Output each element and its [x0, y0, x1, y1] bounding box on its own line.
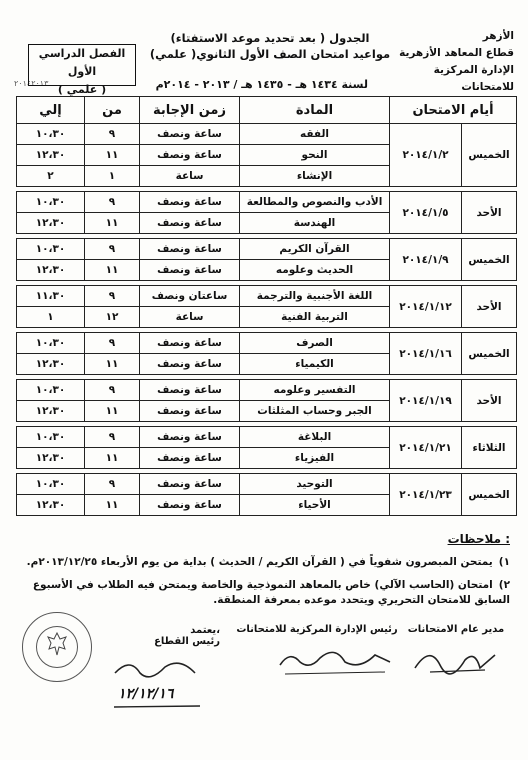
to-cell: ١٢،٣٠ — [17, 145, 85, 166]
note-number: ٢) — [498, 579, 510, 591]
official-seal — [22, 612, 92, 682]
from-cell: ١١ — [85, 354, 140, 375]
institution-header — [394, 28, 514, 96]
general-manager-title: مدير عام الامتحانات — [407, 624, 505, 635]
sector-head-title: رئيس القطاع — [154, 636, 220, 647]
handwritten-date: ١٢/١٢/١٦ — [118, 686, 174, 702]
subject-cell: الحديث وعلومه — [240, 260, 390, 281]
subject-cell: الهندسة — [240, 213, 390, 234]
subject-cell: الأحياء — [240, 495, 390, 516]
title-line-1: الجدول ( بعد تحديد موعد الاستفتاء) — [170, 31, 370, 45]
from-cell: ١١ — [85, 495, 140, 516]
from-cell: ١١ — [85, 448, 140, 469]
duration-cell: ساعة ونصف — [140, 427, 240, 448]
duration-cell: ساعة ونصف — [140, 145, 240, 166]
duration-cell: ساعة ونصف — [140, 354, 240, 375]
general-manager-signature — [406, 624, 506, 635]
exam-date: ٢٠١٤/١/١٢ — [390, 286, 462, 328]
exam-date: ٢٠١٤/١/٩ — [390, 239, 462, 281]
from-cell: ١١ — [85, 401, 140, 422]
duration-cell: ساعة ونصف — [140, 239, 240, 260]
from-cell: ١٢ — [85, 307, 140, 328]
from-cell: ٩ — [85, 427, 140, 448]
from-cell: ١١ — [85, 260, 140, 281]
document-title — [140, 30, 400, 62]
exam-schedule-table — [16, 96, 517, 516]
table-row — [17, 333, 517, 354]
duration-cell: ساعة ونصف — [140, 192, 240, 213]
to-cell: ١٢،٣٠ — [17, 401, 85, 422]
table-row — [17, 124, 517, 145]
sector-head-signature — [110, 625, 220, 647]
to-cell: ١٢،٣٠ — [17, 448, 85, 469]
exam-day: الخميس — [462, 124, 517, 187]
exam-day: الثلاثاء — [462, 427, 517, 469]
from-cell: ١ — [85, 166, 140, 187]
to-cell: ١٢،٣٠ — [17, 495, 85, 516]
table-row — [17, 380, 517, 401]
table-row — [17, 192, 517, 213]
institution-line-1: الأزهر — [482, 30, 514, 42]
exam-day: الأحد — [462, 286, 517, 328]
subject-cell: القرآن الكريم — [240, 239, 390, 260]
to-cell: ١٠،٣٠ — [17, 474, 85, 495]
duration-cell: ساعة ونصف — [140, 448, 240, 469]
to-cell: ١٢،٣٠ — [17, 354, 85, 375]
duration-cell: ساعة ونصف — [140, 401, 240, 422]
subject-cell: النحو — [240, 145, 390, 166]
duration-cell: ساعة ونصف — [140, 333, 240, 354]
from-cell: ٩ — [85, 286, 140, 307]
title-line-2: مواعيد امتحان الصف الأول الثانوي( علمي) — [149, 47, 391, 61]
institution-line-3: الإدارة المركزية للامتحانات — [433, 64, 514, 93]
from-cell: ٩ — [85, 192, 140, 213]
header-subject: المادة — [240, 97, 390, 124]
to-cell: ١ — [17, 307, 85, 328]
note-text: يمتحن المبصرون شفوياً في ( القرآن الكريم / الحديث ) بداية من يوم الأربعاء ٢٠١٣/١٢/٢٥م. — [26, 556, 493, 568]
exam-date: ٢٠١٤/١/١٩ — [390, 380, 462, 422]
approved-label: يعتمد، — [190, 625, 220, 636]
duration-cell: ساعة ونصف — [140, 213, 240, 234]
exam-day: الأحد — [462, 380, 517, 422]
from-cell: ١١ — [85, 145, 140, 166]
header-days: أيام الامتحان — [390, 97, 517, 124]
table-row — [17, 474, 517, 495]
eagle-emblem-icon — [45, 631, 69, 657]
institution-line-2: قطاع المعاهد الأزهرية — [399, 47, 514, 59]
table-header-row — [17, 97, 517, 124]
subject-cell: اللغة الأجنبية والترجمة — [240, 286, 390, 307]
exam-date: ٢٠١٤/١/٢٣ — [390, 474, 462, 516]
note-item — [20, 555, 510, 570]
central-admin-signature — [232, 624, 402, 635]
subject-cell: التربية الفنية — [240, 307, 390, 328]
from-cell: ٩ — [85, 124, 140, 145]
exam-date: ٢٠١٤/١/٢١ — [390, 427, 462, 469]
subject-cell: الفيزياء — [240, 448, 390, 469]
subject-cell: التفسير وعلومه — [240, 380, 390, 401]
track-label: ( علمي ) — [57, 83, 107, 96]
to-cell: ١٠،٣٠ — [17, 124, 85, 145]
duration-cell: ساعة ونصف — [140, 474, 240, 495]
from-cell: ١١ — [85, 213, 140, 234]
to-cell: ١٠،٣٠ — [17, 380, 85, 401]
subject-cell: الإنشاء — [240, 166, 390, 187]
header-duration: زمن الإجابة — [140, 97, 240, 124]
exam-day: الأحد — [462, 192, 517, 234]
to-cell: ١٠،٣٠ — [17, 427, 85, 448]
table-row — [17, 239, 517, 260]
from-cell: ٩ — [85, 474, 140, 495]
duration-cell: ساعة ونصف — [140, 495, 240, 516]
duration-cell: ساعة — [140, 307, 240, 328]
from-cell: ٩ — [85, 380, 140, 401]
note-item — [20, 578, 510, 608]
exam-date: ٢٠١٤/١/١٦ — [390, 333, 462, 375]
note-number: ١) — [498, 556, 510, 568]
to-cell: ٢ — [17, 166, 85, 187]
duration-cell: ساعة ونصف — [140, 260, 240, 281]
reference-number: ٢٠١٤٢٠١٣ — [14, 79, 49, 88]
to-cell: ١٠،٣٠ — [17, 239, 85, 260]
subject-cell: الجبر وحساب المثلثات — [240, 401, 390, 422]
header-to: إلي — [17, 97, 85, 124]
header-from: من — [85, 97, 140, 124]
note-text: امتحان (الحاسب الآلي) خاص بالمعاهد النموذجية والخاصة ويمتحن فيه الطلاب في الأسبوع السابق للامتحان التحريري ويتحدد موعده بمعرفة المنطقة. — [32, 579, 510, 606]
table-row — [17, 427, 517, 448]
subject-cell: الصرف — [240, 333, 390, 354]
term-label: الفصل الدراسي الأول — [38, 47, 126, 78]
underline-stroke-icon — [112, 702, 202, 712]
exam-day: الخميس — [462, 239, 517, 281]
subject-cell: الفقه — [240, 124, 390, 145]
exam-date: ٢٠١٤/١/٢ — [390, 124, 462, 187]
exam-date: ٢٠١٤/١/٥ — [390, 192, 462, 234]
schedule-body — [17, 124, 517, 516]
subject-cell: التوحيد — [240, 474, 390, 495]
from-cell: ٩ — [85, 333, 140, 354]
to-cell: ١٢،٣٠ — [17, 260, 85, 281]
subject-cell: الكيمياء — [240, 354, 390, 375]
duration-cell: ساعتان ونصف — [140, 286, 240, 307]
handwritten-signature-icon — [275, 640, 395, 680]
handwritten-signature-icon — [410, 640, 500, 680]
duration-cell: ساعة ونصف — [140, 124, 240, 145]
subject-cell: الأدب والنصوص والمطالعة — [240, 192, 390, 213]
duration-cell: ساعة — [140, 166, 240, 187]
to-cell: ١٠،٣٠ — [17, 333, 85, 354]
to-cell: ١٢،٣٠ — [17, 213, 85, 234]
central-admin-title: رئيس الإدارة المركزية للامتحانات — [236, 624, 398, 635]
table-row — [17, 286, 517, 307]
handwritten-signature-icon — [110, 655, 210, 685]
academic-year: لسنة ١٤٣٤ هـ - ١٤٣٥ هـ / ٢٠١٣ - ٢٠١٤م — [155, 78, 368, 91]
subject-cell: البلاغة — [240, 427, 390, 448]
to-cell: ١١،٣٠ — [17, 286, 85, 307]
exam-day: الخميس — [462, 333, 517, 375]
exam-day: الخميس — [462, 474, 517, 516]
notes-title: ملاحظات : — [447, 532, 510, 546]
to-cell: ١٠،٣٠ — [17, 192, 85, 213]
from-cell: ٩ — [85, 239, 140, 260]
duration-cell: ساعة ونصف — [140, 380, 240, 401]
